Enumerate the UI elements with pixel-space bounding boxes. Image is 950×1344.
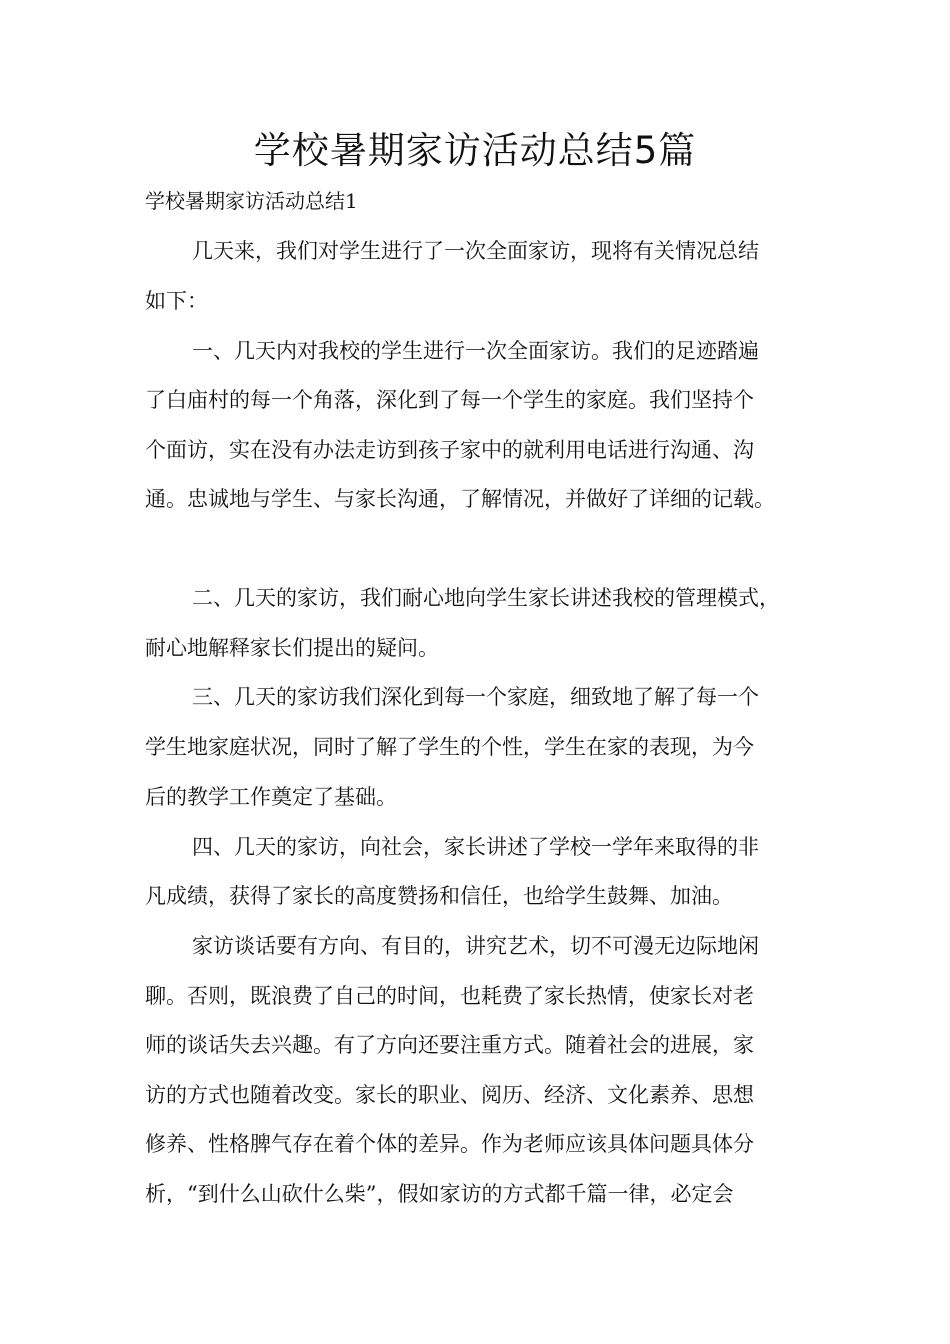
paragraph-line: 通。忠诚地与学生、与家长沟通，了解情况，并做好了详细的记载。 <box>145 487 775 511</box>
paragraph-line: 二、几天的家访，我们耐心地向学生家长讲述我校的管理模式， <box>192 586 780 610</box>
paragraph-line: 几天来，我们对学生进行了一次全面家访，现将有关情况总结 <box>192 239 759 263</box>
paragraph-line: 一、几天内对我校的学生进行一次全面家访。我们的足迹踏遍 <box>192 339 759 363</box>
paragraph-line: 家访谈话要有方向、有目的，讲究艺术，切不可漫无边际地闲 <box>192 934 759 958</box>
paragraph-line: 后的教学工作奠定了基础。 <box>145 785 397 809</box>
paragraph-line: 访的方式也随着改变。家长的职业、阅历、经济、文化素养、思想 <box>145 1083 754 1107</box>
paragraph-line: 凡成绩，获得了家长的高度赞扬和信任，也给学生鼓舞、加油。 <box>145 884 733 908</box>
paragraph-line: 析，“到什么山砍什么柴”，假如家访的方式都千篇一律，必定会 <box>145 1182 734 1206</box>
paragraph-line: 聊。否则，既浪费了自己的时间，也耗费了家长热情，使家长对老 <box>145 984 754 1008</box>
paragraph-line: 修养、性格脾气存在着个体的差异。作为老师应该具体问题具体分 <box>145 1132 754 1156</box>
paragraph-line: 个面访，实在没有办法走访到孩子家中的就利用电话进行沟通、沟 <box>145 438 754 462</box>
document-title: 学校暑期家访活动总结5篇 <box>253 129 697 172</box>
paragraph-line: 学生地家庭状况，同时了解了学生的个性，学生在家的表现，为今 <box>145 735 754 759</box>
section-heading: 学校暑期家访活动总结1 <box>145 189 358 213</box>
paragraph-line: 如下： <box>145 289 208 313</box>
paragraph-line: 师的谈话失去兴趣。有了方向还要注重方式。随着社会的进展，家 <box>145 1033 754 1057</box>
paragraph-line: 了白庙村的每一个角落，深化到了每一个学生的家庭。我们坚持个 <box>145 388 754 412</box>
paragraph-line: 耐心地解释家长们提出的疑问。 <box>145 636 439 660</box>
paragraph-line: 四、几天的家访，向社会，家长讲述了学校一学年来取得的非 <box>192 835 759 859</box>
paragraph-line: 三、几天的家访我们深化到每一个家庭，细致地了解了每一个 <box>192 685 759 709</box>
